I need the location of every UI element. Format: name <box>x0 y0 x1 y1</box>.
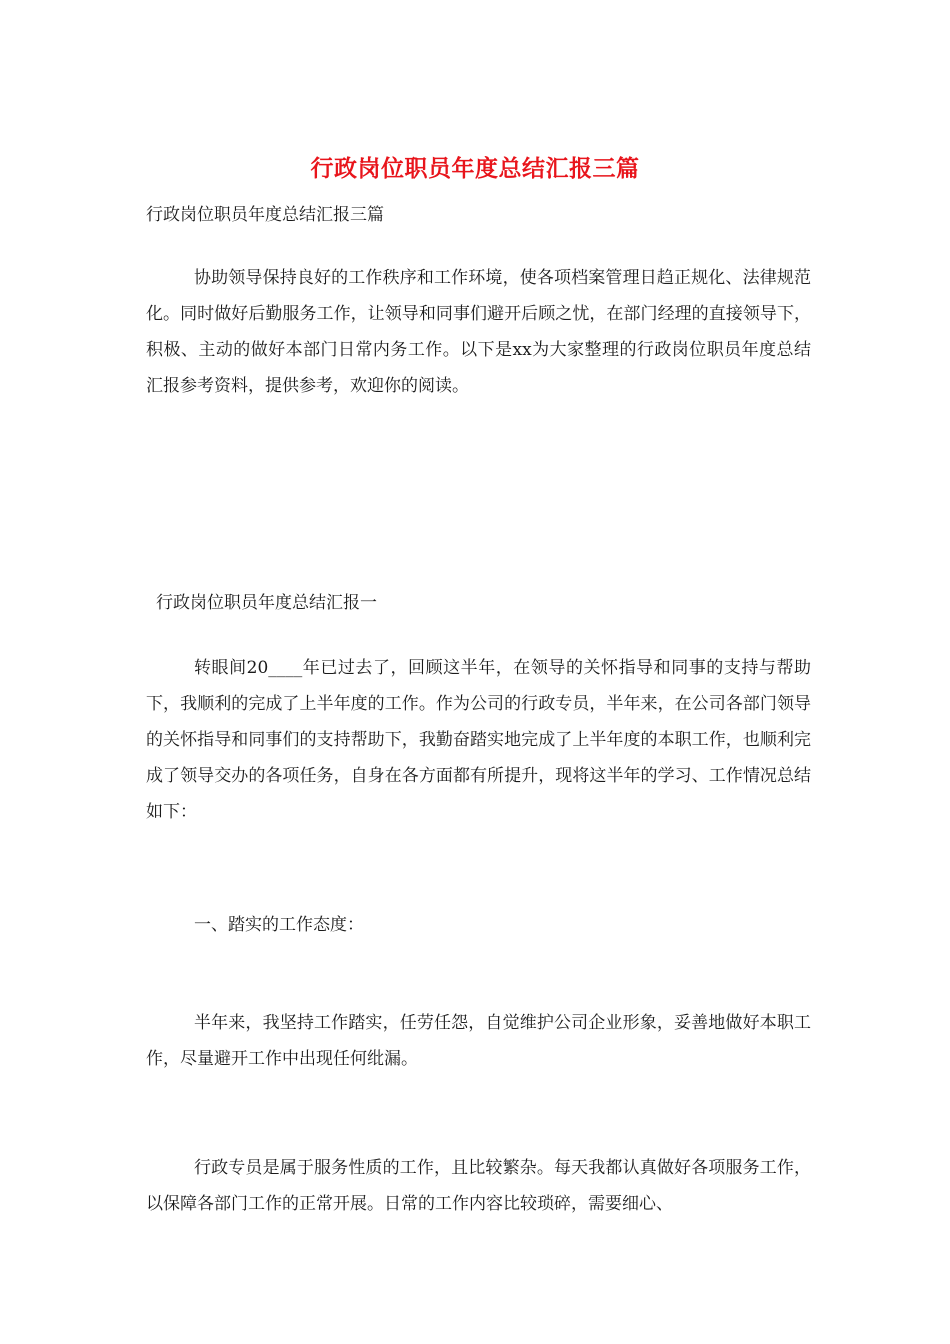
intro-paragraph: 协助领导保持良好的工作秩序和工作环境，使各项档案管理日趋正规化、法律规范化。同时做好后勤服务工作，让领导和同事们避开后顾之忧，在部门经理的直接领导下，积极、主动的做好本部门日常内务工作。以下是xx为大家整理的行政岗位职员年度总结汇报参考资料，提供参考，欢迎你的阅读。 <box>146 268 811 396</box>
section-paragraph-1: 转眼间20____年已过去了，回顾这半年，在领导的关怀指导和同事的支持与帮助下，我顺利的完成了上半年度的工作。作为公司的行政专员，半年来，在公司各部门领导的关怀指导和同事们的支持帮助下，我勤奋踏实地完成了上半年度的本职工作，也顺利完成了领导交办的各项任务，自身在各方面都有所提升，现将这半年的学习、工作情况总结如下： <box>146 658 811 822</box>
section-heading: 行政岗位职员年度总结汇报一 <box>156 593 377 613</box>
section-paragraph-3: 行政专员是属于服务性质的工作，且比较繁杂。每天我都认真做好各项服务工作，以保障各部门工作的正常开展。日常的工作内容比较琐碎，需要细心、 <box>146 1158 811 1214</box>
subheading-work-attitude: 一、踏实的工作态度： <box>194 915 364 935</box>
document-subtitle: 行政岗位职员年度总结汇报三篇 <box>146 205 384 225</box>
document-title: 行政岗位职员年度总结汇报三篇 <box>310 155 640 182</box>
section-paragraph-2: 半年来，我坚持工作踏实，任劳任怨，自觉维护公司企业形象，妥善地做好本职工作，尽量避开工作中出现任何纰漏。 <box>146 1013 811 1069</box>
